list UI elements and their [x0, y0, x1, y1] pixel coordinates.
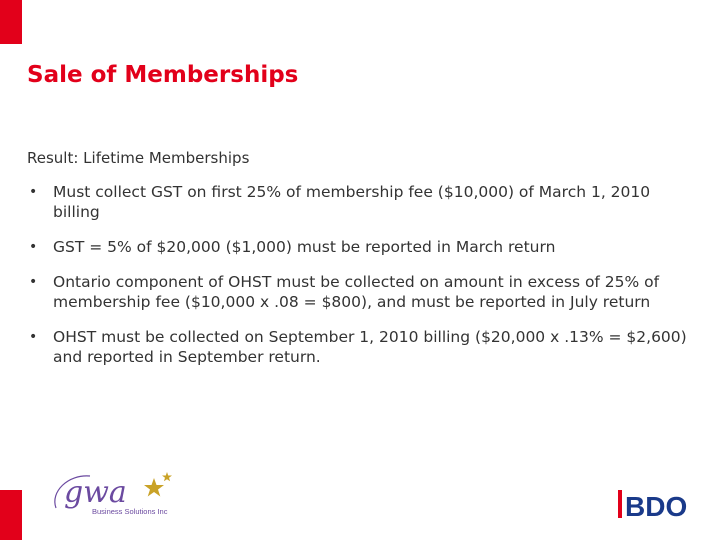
- bdo-logo-text: BDO: [625, 491, 688, 521]
- bullet-dot: •: [29, 239, 38, 255]
- bdo-logo-red-bar: [618, 490, 622, 518]
- bullet-dot: •: [29, 274, 38, 290]
- accent-bar-bottom: [0, 490, 22, 540]
- bullet-list: [27, 182, 692, 382]
- gwa-logo-star-icon: [162, 472, 172, 481]
- bullet-item: [27, 182, 692, 222]
- bullet-dot: •: [29, 184, 38, 200]
- accent-bar-top: [0, 0, 22, 44]
- gwa-logo-star-icon: [144, 478, 164, 497]
- bullet-text: OHST must be collected on September 1, 2010 billing ($20,000 x .13% = $2,600) and reported in September return.: [53, 328, 687, 366]
- bullet-dot: •: [29, 329, 38, 345]
- bullet-item: [27, 272, 692, 312]
- bullet-text: GST = 5% of $20,000 ($1,000) must be reported in March return: [53, 238, 556, 256]
- bullet-item: [27, 327, 692, 367]
- gwa-logo-text: gwa: [64, 475, 127, 510]
- gwa-logo-subtext: Business Solutions Inc: [92, 507, 168, 516]
- gwa-logo: [48, 462, 188, 528]
- bdo-logo: [618, 487, 700, 521]
- bullet-text: Ontario component of OHST must be collected on amount in excess of 25% of membership fee ($10,000 x .08 = $800), and must be reported in July return: [53, 273, 660, 311]
- slide-subtitle: Result: Lifetime Memberships: [27, 149, 250, 167]
- bullet-item: [27, 237, 692, 257]
- bullet-text: Must collect GST on first 25% of membership fee ($10,000) of March 1, 2010 billing: [53, 183, 651, 221]
- slide-title: Sale of Memberships: [27, 62, 299, 88]
